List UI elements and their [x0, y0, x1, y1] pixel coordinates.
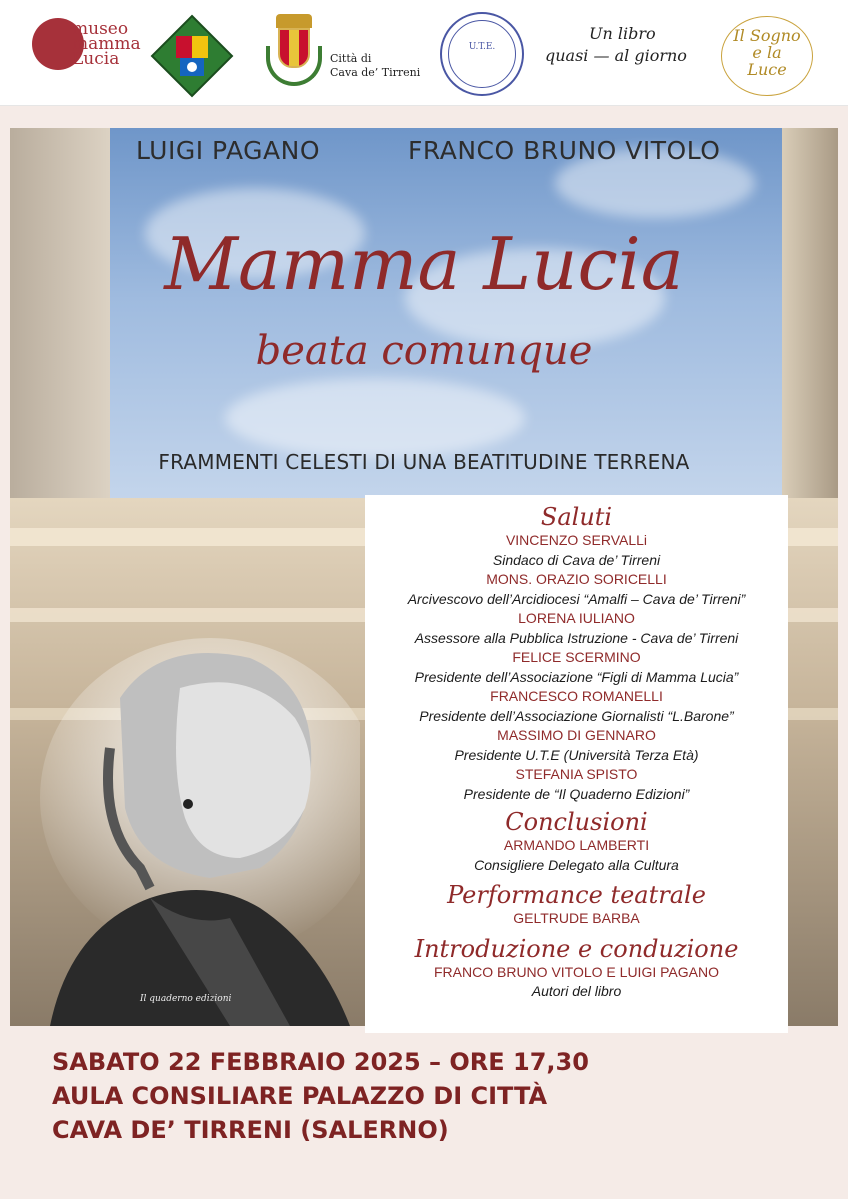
museo-logo-text: museo mamma Lucia [72, 19, 141, 69]
section-heading: Saluti [540, 503, 613, 531]
crown-icon [276, 14, 312, 28]
event-date-time: SABATO 22 FEBBRAIO 2025 – ORE 17,30 [52, 1048, 589, 1076]
sogno-logo-text: Il Sogno e la Luce [733, 26, 801, 79]
citta-cava-logo [262, 12, 432, 98]
event-venue: AULA CONSILIARE PALAZZO DI CITTÀ [52, 1082, 548, 1110]
citta-label [330, 52, 420, 80]
speaker-name: VINCENZO SERVALLi [505, 532, 648, 548]
program-panel [365, 495, 788, 1033]
section-heading: Performance teatrale [447, 881, 706, 909]
speaker-name: FRANCESCO ROMANELLI [490, 688, 663, 704]
speaker-name: MONS. ORAZIO SORICELLI [486, 571, 667, 587]
speaker-role: Autori del libro [531, 983, 622, 999]
logo-strip [0, 0, 848, 106]
associazione-emblem-icon [150, 14, 234, 98]
speaker-name: ARMANDO LAMBERTI [503, 837, 650, 853]
associazione-giornalisti-logo [150, 14, 234, 98]
speaker-name: MASSIMO DI GENNARO [497, 727, 656, 743]
speaker-role: Arcivescovo dell’Arcidiocesi “Amalfi – Cava de’ Tirreni” [407, 590, 746, 607]
sogno-luce-logo [721, 16, 813, 96]
cloud [225, 378, 525, 458]
mamma-lucia-portrait [30, 628, 360, 1026]
ute-seal-inner-ring [448, 20, 516, 88]
ute-seal-logo [440, 12, 524, 96]
speaker-role: Presidente de “Il Quaderno Edizioni” [463, 785, 690, 802]
program-list [365, 503, 788, 1002]
speaker-role: Consigliere Delegato alla Cultura [474, 856, 679, 873]
libro-line-2: quasi — al giorno [545, 46, 687, 65]
city-shield-icon [278, 28, 310, 68]
author-name-2: FRANCO BRUNO VITOLO [408, 136, 721, 165]
speaker-name: FRANCO BRUNO VITOLO E LUIGI PAGANO [434, 963, 719, 980]
book-subtitle: beata comunque [255, 328, 593, 374]
un-libro-logo [545, 24, 715, 76]
speaker-role: Presidente dell’Associazione “Figli di Mamma Lucia” [414, 668, 739, 685]
speaker-name: GELTRUDE BARBA [513, 910, 640, 926]
section-heading: Introduzione e conduzione [414, 934, 739, 963]
event-city: CAVA DE’ TIRRENI (SALERNO) [52, 1116, 449, 1144]
libro-line-1: Un libro [589, 24, 656, 43]
speaker-role: Assessore alla Pubblica Istruzione - Cava de’ Tirreni [414, 629, 739, 646]
section-heading: Conclusioni [505, 808, 648, 836]
speaker-name: LORENA IULIANO [518, 610, 635, 626]
speaker-name: STEFANIA SPISTO [515, 766, 638, 782]
citta-label-line-1: Città di [330, 52, 372, 65]
author-name-1: LUIGI PAGANO [136, 136, 321, 165]
speaker-name: FELICE SCERMINO [512, 649, 641, 665]
speaker-role: Presidente dell’Associazione Giornalisti “L.Barone” [419, 707, 734, 724]
photo-credit: Il quaderno edizioni [140, 994, 232, 1004]
citta-label-line-2: Cava de’ Tirreni [330, 66, 421, 79]
ute-seal-text: U.T.E. [468, 42, 496, 52]
event-details [52, 1045, 589, 1147]
book-title: Mamma Lucia [164, 222, 684, 306]
museo-mamma-lucia-logo [28, 14, 141, 104]
book-tagline: FRAMMENTI CELESTI DI UNA BEATITUDINE TERRENA [158, 450, 690, 474]
speaker-role: Sindaco di Cava de’ Tirreni [492, 551, 661, 568]
speaker-role: Presidente U.T.E (Università Terza Età) [454, 746, 699, 763]
